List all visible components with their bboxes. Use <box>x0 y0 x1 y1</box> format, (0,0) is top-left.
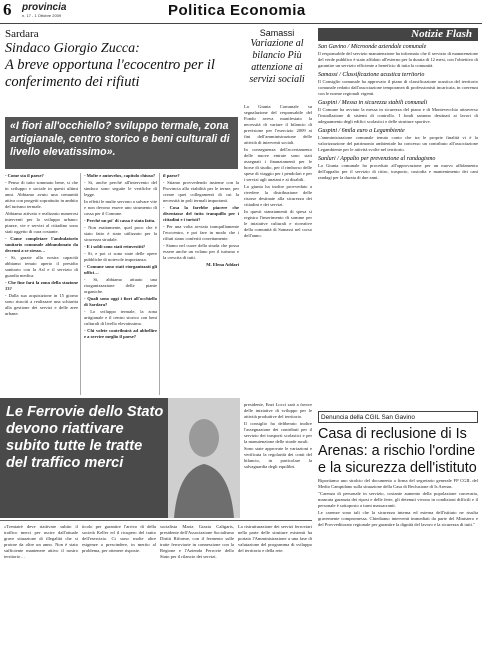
paragraph: presidente, Enzi Locci sarà a favore delle iniziative di sviluppo per le attività produttive del territorio. <box>244 402 312 419</box>
author-signature: M. Elena Addari <box>206 262 239 267</box>
flash-news-list <box>318 44 478 406</box>
list-item <box>318 128 478 153</box>
paragraph: - Perché un pò' di cassa è stata fatta. <box>84 218 156 223</box>
paragraph: La ristrutturazione dei servizi ferroviari nella parte delle strutture esistenti ha portato l'Amministrazione a una fase di valutazione del programma di sviluppo del territorio e della rete. <box>238 524 312 553</box>
sardara-pull-quote: «I fiori all'occhiello? sviluppo termale, zona artigianale, centro storico e beni culturali di livello elevatissimo». <box>5 117 238 169</box>
sardara-column-1 <box>5 173 81 395</box>
paragraph: - Penso di tutto sommato bene, si che in sviluppo e sociale in questi ultimi anni. Abbiamo avuto una comunità attiva con progetti soprattutto in ambito del turismo termale. <box>5 180 78 209</box>
cgil-heading: Denuncia della CGIL San Gavino <box>318 411 478 423</box>
sardara-column-2 <box>84 173 160 395</box>
notizie-flash-label: Notizie Flash <box>411 28 472 40</box>
ferrovie-photo-banner <box>0 398 168 518</box>
flash-item-title: Guspini / 6mila euro a Legambiente <box>318 128 405 134</box>
notizie-flash-banner <box>318 28 478 41</box>
ferrovie-column-2 <box>82 524 156 654</box>
paragraph: "Carenza di personale in servizio, costante aumento della popolazione carceraria, mancata garanzia dei riposi e delle ferie, gli detenuti vivono in condizioni difficili e il personale è sottoposto a turni massacranti. <box>318 491 478 508</box>
paragraph: In questi stanziamenti di spesa si registra l'inserimento di somme per le iniziative culturali e ricreative della comunità di Samassi nel corso dell'anno. <box>244 209 312 238</box>
ferrovie-photo <box>168 398 240 518</box>
flash-item-title: Sanluri / Appalto per prevenzione al randagismo <box>318 156 436 162</box>
paragraph: - Chi volete contribuirà ad abbellire e a servire meglio il paese? <box>84 328 157 339</box>
paragraph: Il consiglio ha deliberato inoltre l'assegnazione dei contributi per il servizio dei trasporti scolastici e per la manutenzione delle strade rurali. <box>244 421 312 444</box>
paragraph: - Per una volta avviato tranquillamente l'ecocentro, e poi fare in modo che i rifiuti siano conferiti correttamente. <box>163 224 239 241</box>
paragraph: La Giunta Comunale su segnalazione del responsabile del Fondo aveva manifestato la necessità di variare il bilancio di previsione per l'esercizio 2009 ai fini dell'amministrazione delle attività di interventi sociali. <box>244 104 312 145</box>
paragraph: - Che fine farà la zona della stazione 13? <box>5 280 78 291</box>
flash-item-text: La Giunta comunale ha proceduto all'approvazione per un nuovo affidamento dell'appalto per il servizio di ritiro, trasporto, custodia e mantenimento dei cani randagi per la durata di due anni. <box>318 163 478 180</box>
paragraph: - Si, e poi ci sono state delle opere pubbliche di notevole importanza. <box>84 251 157 262</box>
paragraph: - Cosa la farebbe piacere che diventasse del tutto tranquillo per i cittadini e i turisti? <box>163 205 239 222</box>
ferrovie-column-1 <box>4 524 78 654</box>
paragraph: - Lo sviluppo termale, la zona artigianale e il centro storico con beni culturali di livello elevatissimo. <box>84 309 157 326</box>
paragraph: - Si, grazie alla nostra capacità abbiamo tenuto aperto il presidio sanitario con la Asl e il servizio di guardia medica. <box>5 255 78 278</box>
paragraph: - Dalla sua acquisizione in 15 giorno sono riusciti a realizzare una schiarita alla gestione dei servizi e delle aree urbane. <box>5 293 78 316</box>
ferrovie-headline: Le Ferrovie dello Stato devono riattivare subito tutte le tratte del traffico merci <box>6 404 164 471</box>
paragraph: socialista Maria Grazia Caligaris, presidente dell'Associazione Socialismo Diritti Riforme, con il fermento sulle tratte ferroviarie in connessione con la Regione e l'Azienda Ferrovie dello Stato per il rilancio dei servizi. <box>160 524 234 559</box>
flash-item-title: Samassi / Classificazione acustica territorio <box>318 72 425 78</box>
newspaper-logo <box>22 2 76 18</box>
paragraph: - E i soldi sono stati reinvestiti? <box>84 244 146 249</box>
paragraph: - Non esattamente, quel poco che è stato fatto è stato utilizzato per la sicurezza stradale. <box>84 225 157 242</box>
flash-item-title: San Gavino / Microonde aziendale comunale <box>318 44 427 50</box>
logo-text: provincia <box>22 2 67 13</box>
section-title: Politica Economia <box>168 2 306 19</box>
paragraph: - Si, anche perché all'intervento del sindaco sono seguite le verifiche di legge. <box>84 180 157 197</box>
samassi-continuation <box>244 402 312 518</box>
paragraph: - Come completare l'ambulatorio sanitario comunale abbandonato da decenni a se stesso… <box>5 236 78 253</box>
list-item <box>318 156 478 181</box>
cgil-headline: Casa di reclusione di Is Arenas: a rischio l'ordine e la sicurezza dell'istituto <box>318 426 477 476</box>
paragraph: ticolo per garantire l'arrivo di della società Keller ed il ricupero del tratto dell'esercizio. Ci sono molte altre esigenze a prescindere, in merito al problema, per ottenere risposte. <box>82 524 156 553</box>
paragraph: «Trentatrè deve riattivare subito il traffico merci per uscire dall'attuale grave situazione di illegalità che si protrae da oltre un anno. Non è stato sufficiente mantenere attivo il nostro territorio… <box>4 524 78 559</box>
paragraph: - Come sta il paese? <box>5 173 44 178</box>
paragraph: - Si, abbiamo attuato una riorganizzazione delle piante organiche. <box>84 277 157 294</box>
paragraph: - Molte e autovelox, capitolo chiuso? <box>84 173 156 178</box>
samassi-title: Variazione al bilancio Più attenzione ai servizi sociali <box>249 38 305 85</box>
paragraph: - Quali sono oggi i fiori all'occhiello di Sardara? <box>84 296 157 307</box>
cgil-body <box>318 478 478 654</box>
list-item <box>318 100 478 125</box>
divider <box>0 520 312 521</box>
sardara-headline-1: Sindaco Giorgio Zucca: <box>5 41 140 56</box>
paragraph: In conseguenza dell'accertamento delle nuove entrate sono stati assegnati i finanziamenti per le borse di studio, per il rimborso delle spese di viaggio per i pendolari e per i servizi agli anziani e ai disabili. <box>244 147 312 182</box>
flash-item-text: L'amministrazione comunale tenuto conto che tra le proprie finalità vi è la valorizzazione del patrimonio ambientale ha concesso un contributo all'associazione Legambiente per le attività svolte nel territorio. <box>318 135 478 152</box>
sardara-kicker: Sardara <box>5 28 39 40</box>
paragraph: Le carenze sono tali che la sicurezza interna ed esterna dell'istituto ne risulta gravemente compromessa. Chiediamo interventi immediati da parte del Ministero e del Provveditorato regionale per garantire la dignità del lavoro e la sicurezza di tutti." <box>318 510 478 527</box>
samassi-kicker: Samassi <box>259 28 295 38</box>
paragraph: In effetti le multe servono a salvare vite e non devono essere uno strumento di cassa per il Comune. <box>84 199 158 216</box>
paragraph: Abbiamo attivato e realizzato numerosi interventi per lo sviluppo urbano: piazze, vie e servizi al cittadino sono stati oggetto di cura costante. <box>5 211 78 234</box>
list-item <box>318 44 478 69</box>
paragraph: Sono state approvate le variazioni e verificata la regolarità dei conti del bilancio, in particolare la salvaguardia degli equilibri. <box>244 446 312 469</box>
issue-date: n. 17 - 1 Ottobre 2009 <box>22 13 62 18</box>
samassi-heading <box>244 28 310 86</box>
ferrovie-column-3 <box>160 524 234 654</box>
paragraph: - Siamo nel cuore della strada che possa essere anche un volano per il turismo e la crescita di tutti. <box>163 243 239 260</box>
person-photo-icon <box>168 398 240 518</box>
flash-item-text: Il Comune ha avviato la messa in sicurezza del piano e di Montevecchio attraverso l'installazione di sistemi di controllo. I fondi saranno destinati ai lavori di adeguamento degli edifici scolastici e delle strutture sportive. <box>318 107 478 124</box>
ferrovie-column-4 <box>238 524 312 654</box>
page-number: 6 <box>3 0 12 19</box>
flash-item-text: Il responsabile del servizio manutenzione ha informato che il servizio di manutenzione del verde pubblico è stato affidato all'esterno per la durata di 12 mesi, con l'obiettivo di garantire un servizio efficiente a beneficio di tutta la comunità. <box>318 51 479 68</box>
list-item <box>318 72 478 97</box>
flash-item-text: Il Consiglio comunale ha approvato il piano di classificazione acustica del territorio comunale redatto dall'associazione temporanea di professionisti incaricata, in coerenza con le norme regionali vigenti. <box>318 79 478 96</box>
sardara-column-3 <box>163 173 239 395</box>
paragraph: - Stiamo provvedendo insieme con la Provincia alla viabilità per le terme, per creare quei collegamenti di cui la necessità in poli termali importanti. <box>163 180 239 203</box>
samassi-body <box>244 104 312 394</box>
paragraph: il paese? <box>163 173 180 178</box>
paragraph: - Comune sono stati riorganizzati gli uffici… <box>84 264 157 275</box>
sardara-headline-2: A breve opportuna l'ecocentro per il conferimento dei rifiuti <box>5 57 215 90</box>
paragraph: La giunta ha inoltre provveduto a rivedere la distribuzione delle risorse destinate alla sicurezza dei cittadini e dei servizi. <box>244 184 312 207</box>
flash-item-title: Guspini / Messa in sicurezza stabili comunali <box>318 100 428 106</box>
paragraph: Riportiamo uno stralcio del documento a firma del segretario generale FP CGIL del Medio Campidano sulla situazione della Casa di Reclusione di Is Arenas. <box>318 478 478 489</box>
